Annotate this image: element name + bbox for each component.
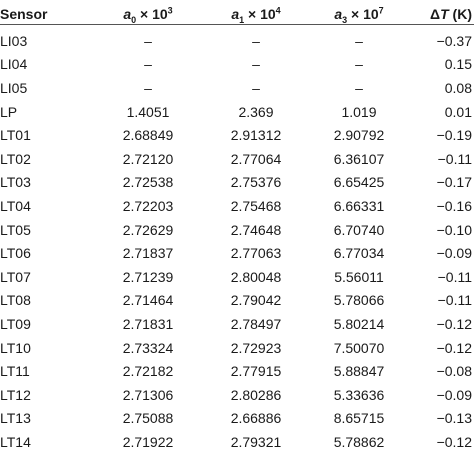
- header-a0-sup: 3: [167, 5, 173, 16]
- cell-delta-t: −0.12: [436, 339, 472, 356]
- header-a1-sub: 1: [239, 14, 245, 25]
- table-row: [0, 430, 474, 454]
- cell-a3: 2.90792: [333, 127, 385, 144]
- table-row: [0, 25, 474, 53]
- cell-sensor: LI04: [0, 56, 28, 73]
- cell-a3: 5.80214: [333, 315, 385, 332]
- cell-a3: –: [355, 79, 363, 96]
- cell-sensor: LI03: [0, 32, 28, 49]
- header-sensor: Sensor: [0, 0, 92, 25]
- table-row: [0, 265, 474, 289]
- table-body: [0, 25, 474, 454]
- cell-delta-t: −0.16: [436, 197, 472, 214]
- cell-a3: 6.77034: [333, 245, 385, 262]
- header-row: [0, 0, 474, 25]
- table-row: [0, 383, 474, 407]
- header-delta-symbol: Δ: [430, 6, 441, 22]
- table-row: [0, 53, 474, 77]
- header-t-symbol: T: [440, 6, 449, 22]
- header-a0-base: a: [123, 6, 132, 22]
- cell-sensor: LT04: [0, 197, 31, 214]
- header-a1-base: a: [231, 6, 240, 22]
- cell-delta-t: −0.09: [436, 245, 472, 262]
- header-a1-sup: 4: [275, 5, 281, 16]
- cell-a3: 8.65715: [333, 410, 385, 427]
- cell-a3: 7.50070: [333, 339, 385, 356]
- table-row: [0, 76, 474, 100]
- cell-a1: –: [252, 32, 260, 49]
- cell-sensor: LT09: [0, 315, 31, 332]
- cell-a3: 6.36107: [333, 150, 385, 167]
- cell-sensor: LT02: [0, 150, 31, 167]
- cell-delta-t: −0.12: [436, 433, 472, 450]
- header-a3-sup: 7: [378, 5, 384, 16]
- cell-a3: 6.70740: [333, 221, 385, 238]
- cell-a0: 2.72120: [122, 150, 174, 167]
- cell-a3: 1.019: [341, 103, 377, 120]
- table-row: [0, 147, 474, 171]
- header-a1-mult: × 10: [244, 6, 276, 22]
- table-row: [0, 171, 474, 195]
- cell-sensor: LT14: [0, 433, 31, 450]
- cell-a1: 2.80048: [230, 268, 282, 285]
- cell-a1: 2.78497: [230, 315, 282, 332]
- cell-a1: 2.72923: [230, 339, 282, 356]
- cell-a3: 6.66331: [333, 197, 385, 214]
- cell-a1: 2.80286: [230, 386, 282, 403]
- cell-a1: 2.77064: [230, 150, 282, 167]
- cell-a1: 2.75468: [230, 197, 282, 214]
- cell-a3: 5.78066: [333, 292, 385, 309]
- table-row: [0, 359, 474, 383]
- cell-sensor: LT05: [0, 221, 31, 238]
- table-row: [0, 100, 474, 124]
- cell-sensor: LT11: [0, 363, 30, 380]
- cell-delta-t: −0.08: [436, 363, 472, 380]
- table-row: [0, 289, 474, 313]
- header-a3-mult: × 10: [347, 6, 379, 22]
- table-row: [0, 336, 474, 360]
- cell-a3: 5.88847: [333, 363, 385, 380]
- cell-delta-t: −0.37: [436, 32, 472, 49]
- header-unit: (K): [448, 6, 472, 22]
- cell-delta-t: −0.09: [436, 386, 472, 403]
- cell-a0: 2.71464: [122, 292, 174, 309]
- table-row: [0, 123, 474, 147]
- cell-delta-t: 0.01: [444, 103, 472, 120]
- cell-sensor: LT12: [0, 386, 31, 403]
- cell-a0: 2.71831: [122, 315, 174, 332]
- cell-sensor: LT01: [0, 127, 31, 144]
- cell-delta-t: −0.19: [436, 127, 472, 144]
- header-a0-mult: × 10: [136, 6, 168, 22]
- cell-delta-t: −0.11: [437, 268, 472, 285]
- cell-a0: 2.73324: [122, 339, 174, 356]
- cell-a1: 2.369: [238, 103, 274, 120]
- cell-a0: –: [144, 56, 152, 73]
- cell-a0: 2.71837: [122, 245, 174, 262]
- cell-delta-t: −0.17: [436, 174, 472, 191]
- cell-a1: –: [252, 79, 260, 96]
- cell-sensor: LT06: [0, 245, 31, 262]
- cell-a3: 5.33636: [333, 386, 385, 403]
- cell-a0: 2.71922: [122, 433, 174, 450]
- cell-sensor: LT10: [0, 339, 31, 356]
- cell-a0: 2.75088: [122, 410, 174, 427]
- header-a3-base: a: [334, 6, 343, 22]
- table-row: [0, 194, 474, 218]
- cell-sensor: LP: [0, 103, 18, 120]
- header-a1: [204, 0, 308, 25]
- cell-a0: –: [144, 32, 152, 49]
- cell-delta-t: −0.11: [437, 150, 472, 167]
- cell-a1: 2.74648: [230, 221, 282, 238]
- cell-a3: –: [355, 56, 363, 73]
- cell-sensor: LT08: [0, 292, 31, 309]
- header-a0-sub: 0: [131, 14, 137, 25]
- cell-sensor: LT13: [0, 410, 31, 427]
- header-a3-sub: 3: [342, 14, 348, 25]
- cell-a1: –: [252, 56, 260, 73]
- table-header: [0, 0, 474, 25]
- cell-a1: 2.66886: [230, 410, 282, 427]
- cell-a0: –: [144, 79, 152, 96]
- cell-a1: 2.79321: [230, 433, 282, 450]
- cell-a0: 2.72182: [122, 363, 174, 380]
- cell-a3: 6.65425: [333, 174, 385, 191]
- cell-delta-t: −0.12: [436, 315, 472, 332]
- cell-a0: 2.72629: [122, 221, 174, 238]
- table-row: [0, 241, 474, 265]
- cell-a0: 2.71239: [122, 268, 174, 285]
- cell-a1: 2.91312: [230, 127, 282, 144]
- cell-delta-t: −0.10: [436, 221, 472, 238]
- cell-sensor: LT07: [0, 268, 31, 285]
- header-a3: [308, 0, 410, 25]
- header-delta-t: [410, 0, 474, 25]
- cell-delta-t: −0.13: [436, 410, 472, 427]
- table-row: [0, 312, 474, 336]
- cell-a1: 2.79042: [230, 292, 282, 309]
- cell-a3: 5.78862: [333, 433, 385, 450]
- cell-a0: 2.72538: [122, 174, 174, 191]
- cell-sensor: LT03: [0, 174, 31, 191]
- cell-delta-t: 0.15: [444, 56, 472, 73]
- cell-a0: 2.71306: [122, 386, 174, 403]
- cell-a1: 2.77915: [230, 363, 282, 380]
- table-row: [0, 218, 474, 242]
- cell-sensor: LI05: [0, 79, 28, 96]
- cell-a1: 2.75376: [230, 174, 282, 191]
- cell-a3: –: [355, 32, 363, 49]
- cell-a0: 2.72203: [122, 197, 174, 214]
- cell-a0: 2.68849: [122, 127, 174, 144]
- cell-a0: 1.4051: [126, 103, 170, 120]
- cell-a3: 5.56011: [334, 268, 384, 285]
- table-row: [0, 407, 474, 431]
- cell-delta-t: 0.08: [444, 79, 472, 96]
- header-a0: [92, 0, 204, 25]
- cell-a1: 2.77063: [230, 245, 282, 262]
- cell-delta-t: −0.11: [437, 292, 472, 309]
